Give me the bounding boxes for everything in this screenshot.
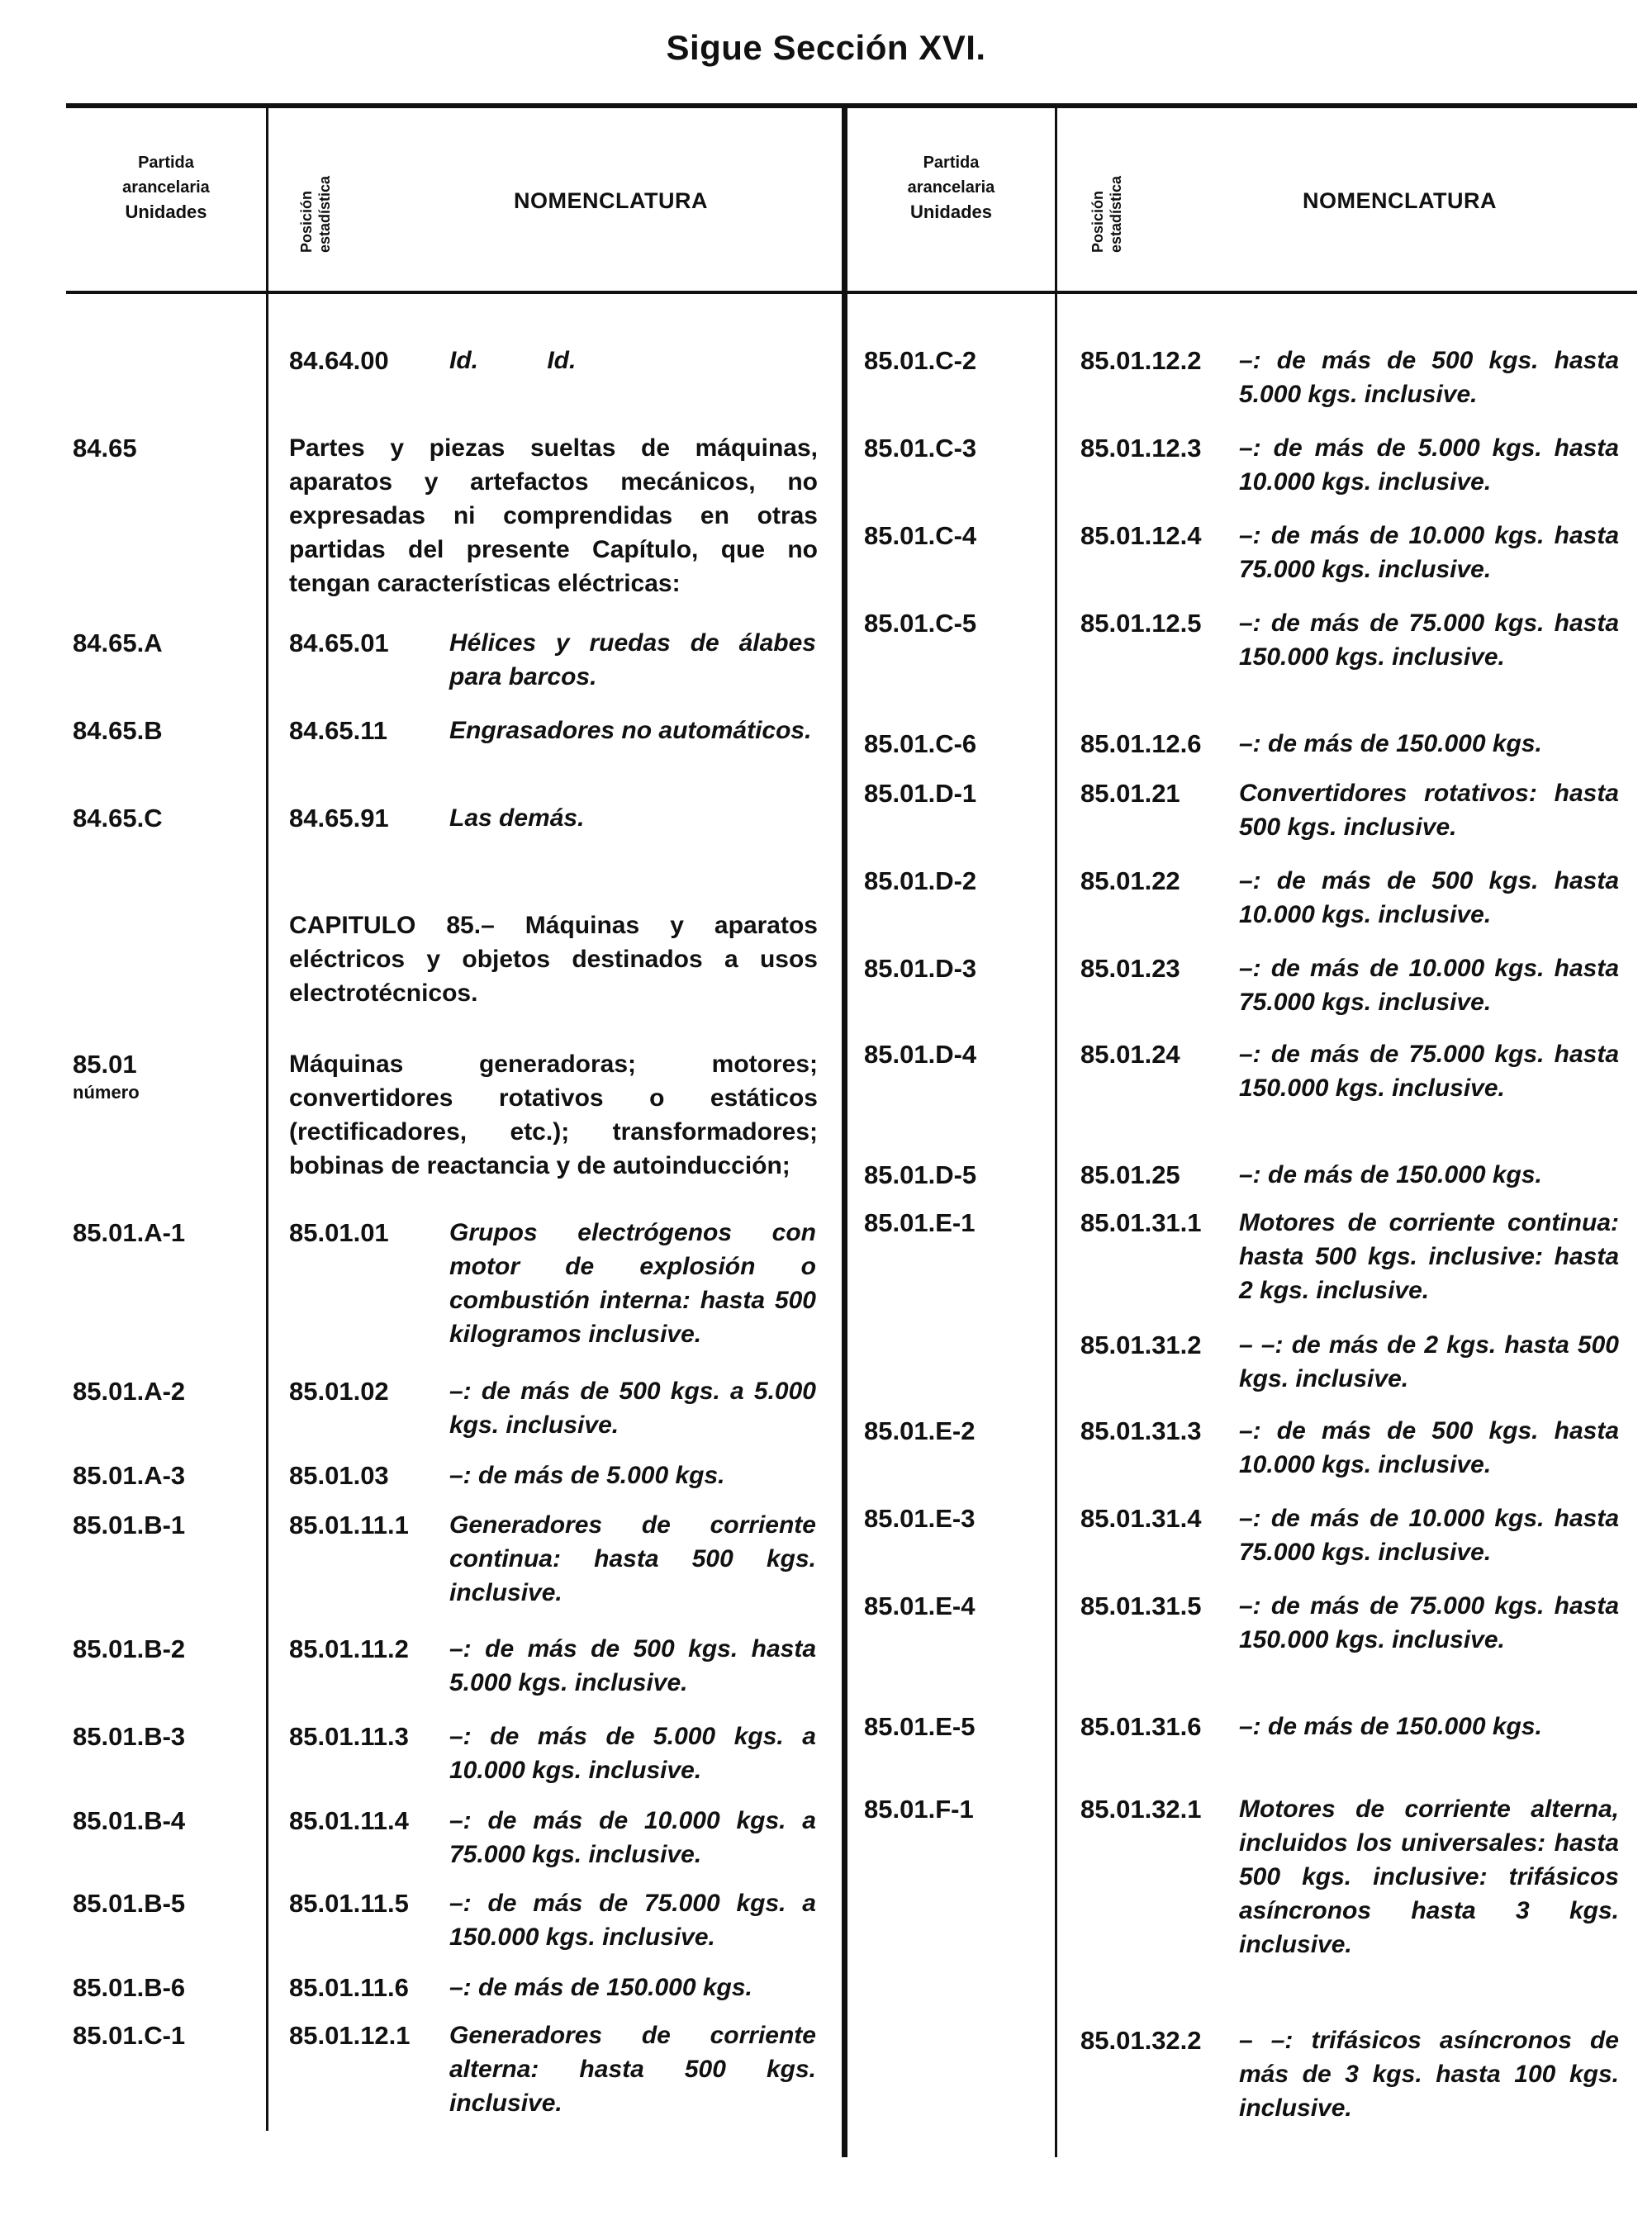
partida-code: 85.01.F-1 <box>864 1795 974 1824</box>
partida-code: 84.65 <box>73 434 137 462</box>
posicion-code: 84.65.01 <box>289 629 389 657</box>
posicion-code: 85.01.12.4 <box>1080 521 1202 550</box>
header-nomenclatura-right: NOMENCLATURA <box>1303 188 1497 213</box>
divider-right-1 <box>1055 106 1057 2157</box>
partida-code: 85.01.B-6 <box>73 1973 186 2002</box>
header-partida-line: arancelaria <box>907 178 995 197</box>
item-description: – –: de más de 2 kgs. hasta 500 kgs. inclusive. <box>1239 1331 1619 1392</box>
posicion-code: 85.01.11.5 <box>289 1889 409 1918</box>
partida-code: 85.01.C-6 <box>864 729 977 758</box>
posicion-code: 85.01.32.1 <box>1080 1795 1202 1824</box>
item-description: –: de más de 150.000 kgs. <box>449 1974 752 2001</box>
divider-center <box>842 106 847 2157</box>
header-partida-line: Unidades <box>909 202 993 222</box>
posicion-code: 85.01.11.2 <box>289 1634 409 1663</box>
item-description: –: de más de 150.000 kgs. <box>1239 1161 1542 1188</box>
item-description: –: de más de 150.000 kgs. <box>1239 1713 1542 1740</box>
item-description: Las demás. <box>449 804 585 832</box>
posicion-code: 85.01.12.6 <box>1080 729 1202 758</box>
partida-code: 84.65.C <box>73 804 163 832</box>
item-description: –: de más de 500 kgs. a 5.000 kgs. inclusive. <box>449 1378 816 1439</box>
header-posicion-line: Posición <box>298 190 315 253</box>
page-title: Sigue Sección XVI. <box>666 28 986 67</box>
item-description: –: de más de 500 kgs. hasta 5.000 kgs. inclusive. <box>449 1635 816 1696</box>
partida-code: 85.01.B-4 <box>73 1806 186 1835</box>
item-description: Partes y piezas sueltas de máquinas, aparatos y artefactos mecánicos, no expresadas ni comprendidas en otras partidas del presente Capítulo, que no tengan características eléctricas: <box>289 434 818 597</box>
item-description: –: de más de 5.000 kgs. a 10.000 kgs. inclusive. <box>449 1723 816 1784</box>
partida-code: 85.01.A-3 <box>73 1461 186 1490</box>
partida-code: 85.01.C-4 <box>864 521 977 550</box>
partida-code: 85.01 <box>73 1050 137 1079</box>
posicion-code: 84.65.11 <box>289 716 387 745</box>
posicion-code: 85.01.24 <box>1080 1040 1180 1069</box>
item-description: –: de más de 5.000 kgs. <box>449 1462 725 1489</box>
partida-code: 85.01.B-1 <box>73 1511 186 1539</box>
item-description: Generadores de corriente alterna: hasta 500 kgs. inclusive. <box>449 2022 816 2117</box>
posicion-code: 85.01.11.1 <box>289 1511 409 1539</box>
header-partida-left <box>66 150 266 225</box>
item-description: –: de más de 75.000 kgs. hasta 150.000 kgs. inclusive. <box>1239 1592 1619 1653</box>
item-description: –: de más de 10.000 kgs. hasta 75.000 kgs. inclusive. <box>1239 522 1619 583</box>
item-description: – –: trifásicos asíncronos de más de 3 kgs. hasta 100 kgs. inclusive. <box>1239 2027 1619 2122</box>
top-rule <box>66 103 1637 108</box>
posicion-code: 85.01.11.4 <box>289 1806 409 1835</box>
partida-code: 85.01.E-4 <box>864 1591 976 1620</box>
header-partida-line: Unidades <box>125 202 207 222</box>
item-description: –: de más de 10.000 kgs. hasta 75.000 kgs. inclusive. <box>1239 1505 1619 1566</box>
posicion-code: 85.01.31.1 <box>1080 1208 1202 1237</box>
partida-code: 85.01.B-5 <box>73 1889 186 1918</box>
item-description: Máquinas generadoras; motores; convertidores rotativos o estáticos (rectificadores, etc.); transformadores; bobinas de reactancia y de autoinducción; <box>289 1051 818 1179</box>
partida-code: 85.01.D-3 <box>864 954 977 983</box>
header-posicion-left <box>297 176 334 253</box>
header-partida-right <box>847 150 1055 225</box>
partida-code: 85.01.C-2 <box>864 346 977 375</box>
header-posicion-line: estadística <box>316 175 333 253</box>
item-description: –: de más de 150.000 kgs. <box>1239 730 1542 757</box>
posicion-code: 85.01.01 <box>289 1218 389 1247</box>
posicion-code: 85.01.31.5 <box>1080 1591 1202 1620</box>
partida-code: 84.65.A <box>73 629 163 657</box>
item-description: –: de más de 75.000 kgs. hasta 150.000 kgs. inclusive. <box>1239 1041 1619 1102</box>
item-description: Motores de corriente alterna, incluidos los universales: hasta 500 kgs. inclusive: trifásicos asíncronos hasta 3 kgs. inclusive. <box>1239 1795 1619 1958</box>
posicion-code: 85.01.31.4 <box>1080 1504 1202 1533</box>
item-description: Convertidores rotativos: hasta 500 kgs. inclusive. <box>1239 780 1619 841</box>
posicion-code: 85.01.32.2 <box>1080 2026 1202 2055</box>
partida-code: 85.01.E-1 <box>864 1208 976 1237</box>
partida-code: 85.01.C-3 <box>864 434 977 462</box>
header-rule <box>66 291 1637 294</box>
posicion-code: 85.01.25 <box>1080 1160 1180 1189</box>
partida-code: 85.01.D-5 <box>864 1160 977 1189</box>
item-description: –: de más de 75.000 kgs. hasta 150.000 kgs. inclusive. <box>1239 610 1619 671</box>
item-description: –: de más de 500 kgs. hasta 10.000 kgs. inclusive. <box>1239 867 1619 928</box>
divider-left-1 <box>266 106 268 2131</box>
partida-code: 85.01.B-3 <box>73 1722 186 1751</box>
item-description: –: de más de 75.000 kgs. a 150.000 kgs. inclusive. <box>449 1890 816 1951</box>
posicion-code: 85.01.03 <box>289 1461 389 1490</box>
partida-code: 85.01.D-4 <box>864 1040 977 1069</box>
posicion-code: 85.01.31.2 <box>1080 1331 1202 1359</box>
posicion-code: 85.01.02 <box>289 1377 389 1406</box>
posicion-code: 85.01.12.5 <box>1080 609 1202 638</box>
partida-code: 85.01.E-5 <box>864 1712 976 1741</box>
item-description: Motores de corriente continua: hasta 500 kgs. inclusive: hasta 2 kgs. inclusive. <box>1239 1209 1619 1304</box>
item-description: –: de más de 500 kgs. hasta 10.000 kgs. inclusive. <box>1239 1417 1619 1478</box>
item-description: Hélices y ruedas de álabes para barcos. <box>449 629 816 690</box>
chapter-heading: CAPITULO 85.– Máquinas y aparatos eléctricos y objetos destinados a usos electrotécnicos. <box>289 912 818 1007</box>
posicion-code: 85.01.21 <box>1080 779 1180 808</box>
item-description: Generadores de corriente continua: hasta 500 kgs. inclusive. <box>449 1511 816 1606</box>
item-description: –: de más de 5.000 kgs. hasta 10.000 kgs. inclusive. <box>1239 434 1619 496</box>
item-description: Engrasadores no automáticos. <box>449 717 812 744</box>
partida-code: 84.65.B <box>73 716 163 745</box>
posicion-code: 85.01.11.6 <box>289 1973 409 2002</box>
partida-code: 85.01.D-2 <box>864 866 977 895</box>
item-description: Grupos electrógenos con motor de explosión o combustión interna: hasta 500 kilogramos inclusive. <box>449 1219 816 1348</box>
posicion-code: 84.64.00 <box>289 346 389 375</box>
posicion-code: 85.01.12.1 <box>289 2021 411 2050</box>
partida-code: 85.01.B-2 <box>73 1634 186 1663</box>
header-partida-line: Partida <box>138 154 194 172</box>
posicion-code: 85.01.31.3 <box>1080 1416 1202 1445</box>
partida-code: 85.01.E-2 <box>864 1416 976 1445</box>
item-description: Id. Id. <box>449 347 577 374</box>
partida-code: 85.01.A-2 <box>73 1377 186 1406</box>
posicion-code: 85.01.11.3 <box>289 1722 409 1751</box>
partida-code: 85.01.C-5 <box>864 609 977 638</box>
partida-code: 85.01.C-1 <box>73 2021 186 2050</box>
posicion-code: 85.01.23 <box>1080 954 1180 983</box>
partida-code: 85.01.D-1 <box>864 779 977 808</box>
posicion-code: 85.01.12.2 <box>1080 346 1202 375</box>
posicion-code: 85.01.12.3 <box>1080 434 1202 462</box>
header-posicion-line: estadística <box>1108 175 1124 253</box>
posicion-code: 84.65.91 <box>289 804 389 832</box>
partida-code: 85.01.A-1 <box>73 1218 186 1247</box>
partida-unit: número <box>73 1082 140 1103</box>
item-description: –: de más de 500 kgs. hasta 5.000 kgs. inclusive. <box>1239 347 1619 408</box>
header-partida-line: Partida <box>923 154 980 172</box>
posicion-code: 85.01.31.6 <box>1080 1712 1202 1741</box>
header-posicion-right <box>1089 176 1125 253</box>
partida-code: 85.01.E-3 <box>864 1504 976 1533</box>
posicion-code: 85.01.22 <box>1080 866 1180 895</box>
header-nomenclatura-left: NOMENCLATURA <box>514 188 708 213</box>
item-description: –: de más de 10.000 kgs. a 75.000 kgs. inclusive. <box>449 1807 816 1868</box>
item-description: –: de más de 10.000 kgs. hasta 75.000 kgs. inclusive. <box>1239 955 1619 1016</box>
header-partida-line: arancelaria <box>122 178 210 197</box>
header-posicion-line: Posición <box>1089 190 1106 253</box>
